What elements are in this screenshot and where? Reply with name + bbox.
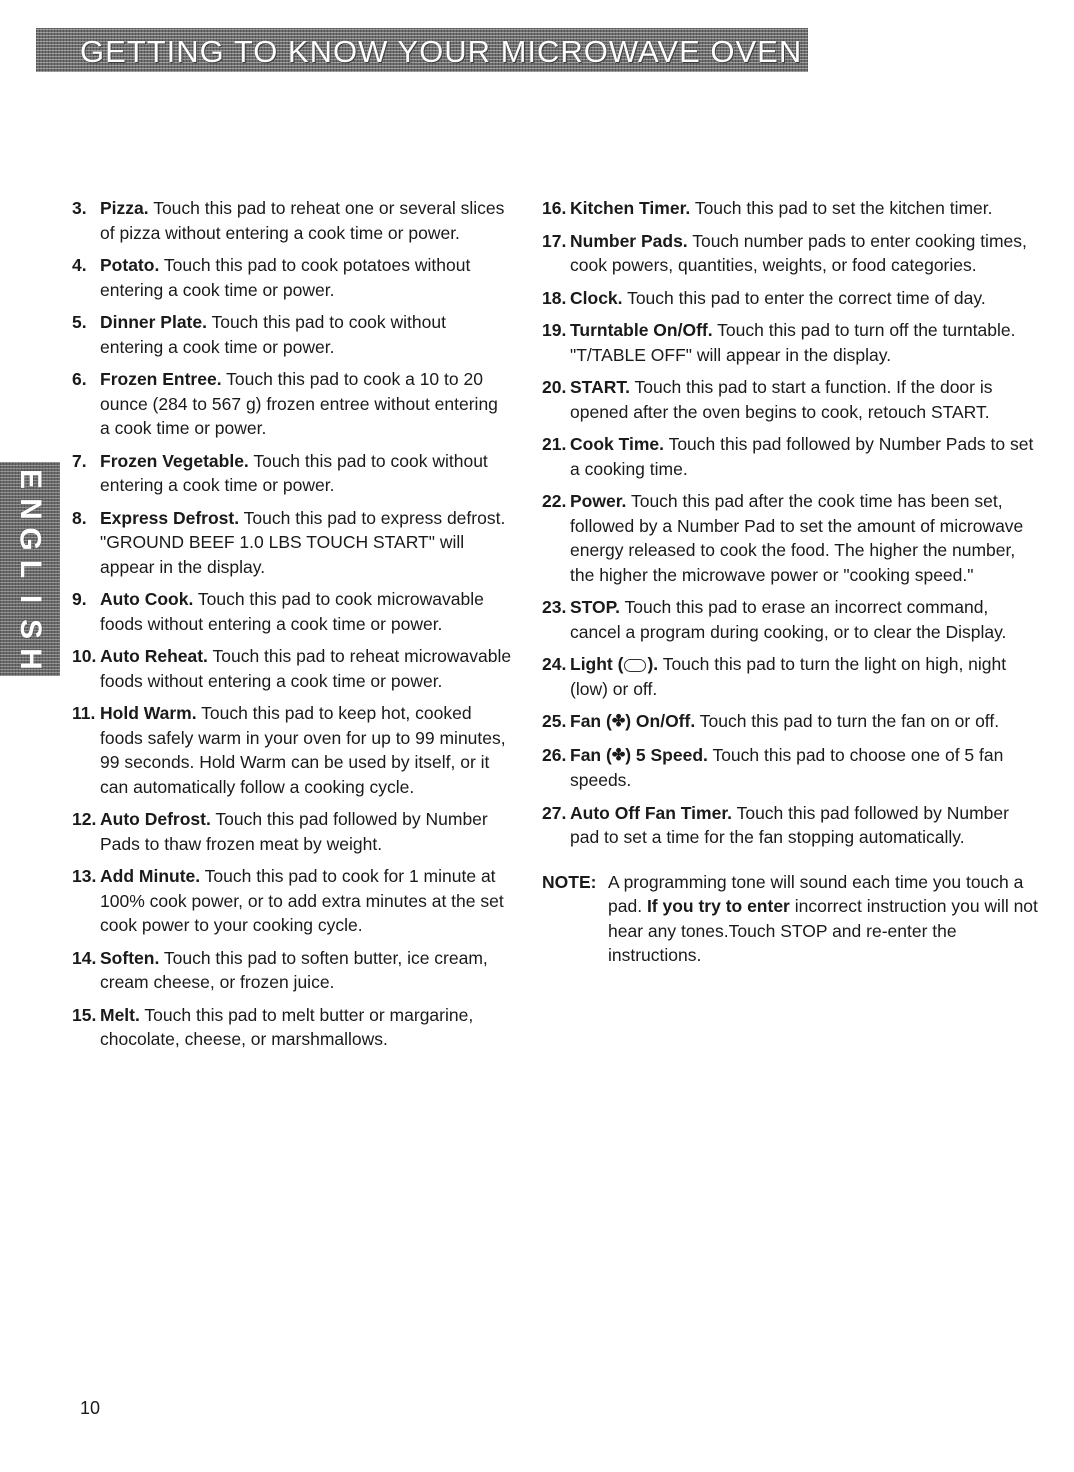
item-label: Express Defrost.: [100, 507, 240, 528]
list-item: [72, 506, 512, 580]
language-side-tab: [0, 462, 60, 676]
item-text: Touch this pad to turn the light on high, night (low) or off.: [570, 654, 1007, 699]
item-number: 20.: [542, 377, 567, 397]
item-label: Auto Defrost.: [100, 809, 211, 829]
item-text: Touch this pad to turn off the turntable. "T/TABLE OFF" will appear in the display.: [570, 320, 1016, 365]
section-header-banner: [36, 28, 808, 72]
left-column: [72, 196, 512, 1060]
item-text: Touch this pad followed by Number pad to set a time for the fan stopping automatically.: [570, 802, 1009, 848]
item-number: 18.: [542, 287, 567, 308]
list-item: [72, 310, 512, 359]
list-item: [72, 644, 512, 693]
item-number: 22.: [542, 491, 567, 511]
item-label: Number Pads.: [570, 230, 688, 251]
item-label: Pizza.: [100, 198, 149, 218]
list-item: [542, 229, 1042, 278]
side-letter: H: [13, 648, 47, 670]
item-number: 27.: [542, 802, 567, 823]
right-column: [542, 196, 1042, 968]
item-text: Touch this pad to cook without entering a cook time or power.: [100, 312, 446, 357]
side-letter: L: [13, 559, 47, 579]
item-label: Clock.: [570, 287, 623, 308]
item-label: STOP.: [570, 597, 620, 617]
item-label-post: ) On/Off.: [625, 711, 696, 731]
item-text: Touch this pad to cook without entering a cook time or power.: [100, 450, 488, 495]
list-item: [542, 801, 1042, 850]
list-item: [72, 196, 512, 245]
note-emphasis: If you try to enter: [646, 896, 790, 917]
item-number: 3.: [72, 198, 87, 218]
item-text: Touch this pad to cook a 10 to 20 ounce (284 to 567 g) frozen entree without entering a cook time or power.: [100, 369, 498, 438]
fan-icon: ✤: [611, 746, 626, 764]
page-number: 10: [80, 1398, 101, 1418]
list-item: [542, 318, 1042, 367]
item-label: Add Minute.: [100, 866, 201, 886]
item-label: Kitchen Timer.: [570, 198, 691, 218]
item-number: 10.: [72, 646, 97, 666]
item-label: Auto Reheat.: [100, 646, 208, 666]
side-letter: E: [13, 468, 47, 490]
item-label: Potato.: [100, 255, 160, 275]
item-number: 13.: [72, 866, 97, 886]
fan-icon: ✤: [611, 713, 626, 731]
note-label: NOTE:: [542, 871, 597, 892]
list-item: [72, 1003, 512, 1052]
item-text: Touch this pad to cook for 1 minute at 100% cook power, or to add extra minutes at the set cook power to your cooking cycle.: [100, 866, 504, 935]
item-label-post: ).: [647, 654, 659, 674]
list-item: [542, 595, 1042, 644]
item-text: Touch this pad to cook microwavable foods without entering a cook time or power.: [100, 589, 484, 634]
item-number: 11.: [72, 703, 96, 723]
item-text: Touch this pad to cook potatoes without entering a cook time or power.: [100, 255, 471, 300]
note-text: A programming tone will sound each time you touch a pad.: [608, 871, 1024, 917]
item-text: Touch this pad to reheat microwavable foods without entering a cook time or power.: [100, 646, 512, 691]
item-number: 24.: [542, 654, 567, 674]
list-item: [72, 253, 512, 302]
item-label: Frozen Vegetable.: [100, 450, 249, 471]
list-item: [542, 196, 1042, 221]
item-text: Touch this pad after the cook time has been set, followed by a Number Pad to set the amount of microwave energy released to cook the food. The higher the number, the higher the microwave power or "cooking speed.": [570, 491, 1024, 585]
list-item: [72, 946, 512, 995]
item-number: 5.: [72, 312, 87, 332]
list-item: [542, 709, 1042, 735]
side-letter: N: [13, 498, 47, 520]
item-number: 6.: [72, 369, 87, 389]
item-number: 25.: [542, 711, 567, 731]
item-text: Touch this pad to melt butter or margarine, chocolate, cheese, or marshmallows.: [100, 1004, 474, 1049]
item-text: Touch this pad to soften butter, ice cream, cream cheese, or frozen juice.: [100, 947, 488, 992]
item-label: Auto Off Fan Timer.: [570, 802, 733, 823]
item-number: 4.: [72, 255, 87, 275]
item-text: Touch this pad to reheat one or several slices of pizza without entering a cook time or power.: [100, 198, 505, 243]
note-block: [542, 870, 1042, 968]
item-label: [570, 745, 708, 765]
item-label: Frozen Entree.: [100, 369, 222, 389]
item-number: 12.: [72, 809, 97, 829]
item-label: Power.: [570, 491, 627, 511]
list-item: [542, 489, 1042, 587]
item-number: 7.: [72, 450, 87, 471]
item-number: 15.: [72, 1004, 97, 1025]
item-number: 26.: [542, 744, 567, 765]
item-number: 16.: [542, 198, 567, 218]
list-item: [72, 864, 512, 938]
item-text: Touch this pad to choose one of 5 fan speeds.: [570, 744, 1004, 791]
list-item: [72, 367, 512, 441]
item-number: 21.: [542, 434, 567, 454]
item-label: Dinner Plate.: [100, 312, 207, 332]
item-text: Touch this pad to express defrost. "GROUND BEEF 1.0 LBS TOUCH START" will appear in the display.: [100, 507, 506, 577]
item-label: [570, 654, 658, 674]
item-label: Cook Time.: [570, 434, 665, 454]
item-text: Touch this pad to keep hot, cooked foods safely warm in your oven for up to 99 minutes, 99 seconds. Hold Warm can be used by itself, or it can automatically follow a cooking cycle.: [100, 703, 506, 797]
item-label: START.: [570, 377, 630, 397]
item-number: 23.: [542, 597, 567, 617]
list-item: [542, 432, 1042, 481]
item-label: Hold Warm.: [100, 703, 197, 723]
list-item: [72, 701, 512, 799]
item-number: 17.: [542, 230, 567, 251]
item-number: 14.: [72, 947, 97, 968]
item-number: 8.: [72, 507, 87, 528]
item-text: Touch number pads to enter cooking times, cook powers, quantities, weights, or food categories.: [570, 230, 1027, 275]
item-label-pre: Fan (: [570, 744, 612, 765]
list-item: [542, 652, 1042, 701]
item-label: Auto Cook.: [100, 589, 194, 609]
item-label: Melt.: [100, 1004, 140, 1025]
side-letter: S: [13, 618, 47, 640]
light-icon: [624, 659, 646, 672]
item-label-pre: Fan (: [570, 711, 612, 731]
list-item: [72, 807, 512, 856]
item-text: Touch this pad followed by Number Pads to thaw frozen meat by weight.: [100, 809, 488, 854]
item-label: [570, 711, 695, 731]
item-text: Touch this pad to enter the correct time of day.: [627, 287, 986, 308]
list-item: [542, 743, 1042, 793]
note-text-continued: incorrect instruction you will not hear any tones.Touch STOP and re-enter the instructions.: [608, 896, 1038, 966]
item-number: 19.: [542, 320, 567, 340]
side-letter: I: [14, 594, 47, 604]
item-text: Touch this pad to start a function. If the door is opened after the oven begins to cook, retouch START.: [570, 377, 993, 422]
item-label-post: ) 5 Speed.: [625, 744, 708, 765]
item-text: Touch this pad to turn the fan on or off.: [699, 711, 1000, 731]
list-item: [542, 286, 1042, 311]
section-title: GETTING TO KNOW YOUR MICROWAVE OVEN: [80, 34, 803, 69]
list-item: [72, 449, 512, 498]
item-text: Touch this pad to set the kitchen timer.: [694, 198, 993, 218]
side-letter: G: [14, 527, 47, 551]
item-label-pre: Light (: [570, 654, 624, 674]
list-item: [72, 587, 512, 636]
item-label: Turntable On/Off.: [570, 320, 713, 340]
item-label: Soften.: [100, 947, 160, 968]
language-label: [10, 462, 50, 676]
item-text: Touch this pad to erase an incorrect command, cancel a program during cooking, or to clear the Display.: [570, 597, 1007, 642]
item-number: 9.: [72, 589, 87, 609]
list-item: [542, 375, 1042, 424]
item-text: Touch this pad followed by Number Pads to set a cooking time.: [570, 434, 1034, 479]
